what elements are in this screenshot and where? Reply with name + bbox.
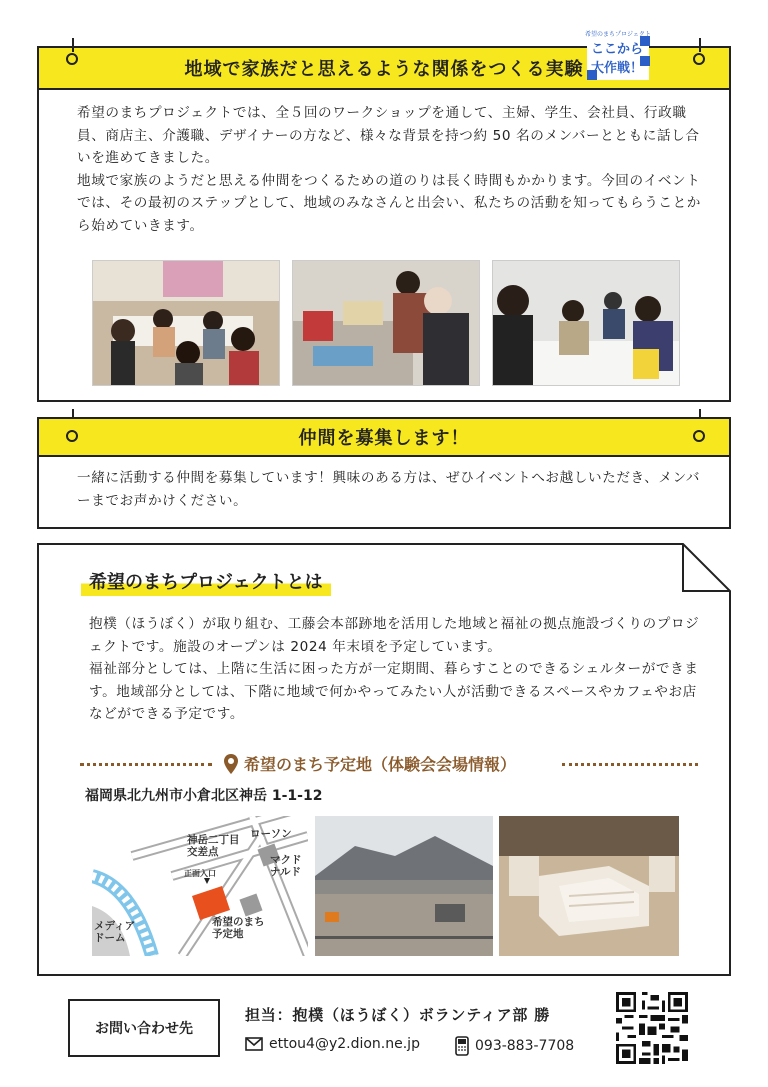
workshop-photo-2 (292, 260, 480, 386)
section-recruit (37, 417, 731, 529)
contact-label: お問い合わせ先 (68, 999, 220, 1057)
map-pin-icon (224, 754, 238, 774)
email-text[interactable]: ettou4@y2.dion.ne.jp (269, 1036, 420, 1052)
section-title: 地域で家族だと思えるような関係をつくる実験 (184, 59, 584, 80)
recruit-text: 一緒に活動する仲間を募集しています！興味のある方は、ぜひイベントへお越しいただき、メンバーまでお声かけください。 (77, 470, 701, 509)
map-label-dome: メディア ドーム (94, 920, 136, 944)
contact-person: 担当：抱樸（ほうぼく）ボランティア部 勝 (245, 1006, 551, 1024)
paragraph: 抱樸（ほうぼく）が取り組む、工藤会本部跡地を活用した地域と福祉の拠点施設づくりのプロジェクトです。施設のオープンは 2024 年末頃を予定しています。 (89, 616, 700, 655)
workshop-photo-1 (92, 260, 280, 386)
section-body (77, 102, 701, 237)
section-title: 希望のまちプロジェクトとは (81, 568, 331, 596)
contact-email[interactable] (245, 1036, 420, 1052)
ring-icon (66, 430, 78, 442)
contact-phone[interactable] (455, 1036, 574, 1056)
paragraph: 希望のまちプロジェクトでは、全５回のワークショップを通して、主婦、学生、会社員、行政職員、商店主、介護職、デザイナーの方など、様々な背景を持つ約 50 名のメンバーとともに話し合いを進めてきました。 (77, 105, 700, 166)
section-experiment (37, 46, 731, 402)
ring-icon (66, 53, 78, 65)
section-title: 仲間を募集します！ (298, 428, 470, 449)
about-body (89, 613, 703, 726)
site-map (92, 816, 308, 956)
map-label-mcdonalds: マクド ナルド (270, 854, 302, 878)
location-title-text: 希望のまち予定地（体験会会場情報） (244, 755, 517, 774)
ring-icon (693, 53, 705, 65)
map-label-intersection: 神岳二丁目 交差点 (187, 834, 240, 858)
logo-small-text: 希望のまちプロジェクト (585, 31, 651, 38)
section-header (39, 419, 729, 457)
map-label-entrance: 正面入口 (184, 869, 216, 878)
site-photo (315, 816, 493, 956)
workshop-photo-3 (492, 260, 680, 386)
project-logo (585, 26, 655, 86)
phone-icon (455, 1036, 469, 1056)
model-photo (499, 816, 679, 956)
address: 福岡県北九州市小倉北区神岳 1-1-12 (85, 788, 323, 804)
qr-code-icon[interactable] (616, 992, 688, 1064)
logo-line1: ここから (590, 42, 644, 57)
phone-text[interactable]: 093-883-7708 (475, 1038, 575, 1054)
logo-line2: 大作戦！ (590, 61, 644, 76)
map-label-site: 希望のまち 予定地 (212, 916, 265, 940)
map-label-lawson: ローソン (250, 828, 292, 840)
paragraph: 福祉部分としては、上階に生活に困った方が一定期間、暮らすことのできるシェルターができます。地域部分としては、下階に地域で何かやってみたい人が活動できるスペースやカフェやお店などができる予定です。 (89, 661, 699, 722)
location-title (224, 752, 516, 775)
ring-icon (693, 430, 705, 442)
mail-icon (245, 1037, 263, 1051)
paragraph: 地域で家族のようだと思える仲間をつくるための道のりは長く時間もかかります。今回のイベントでは、その最初のステップとして、地域のみなさんと出会い、私たちの活動を知ってもらうことから始めていきます。 (77, 172, 701, 234)
